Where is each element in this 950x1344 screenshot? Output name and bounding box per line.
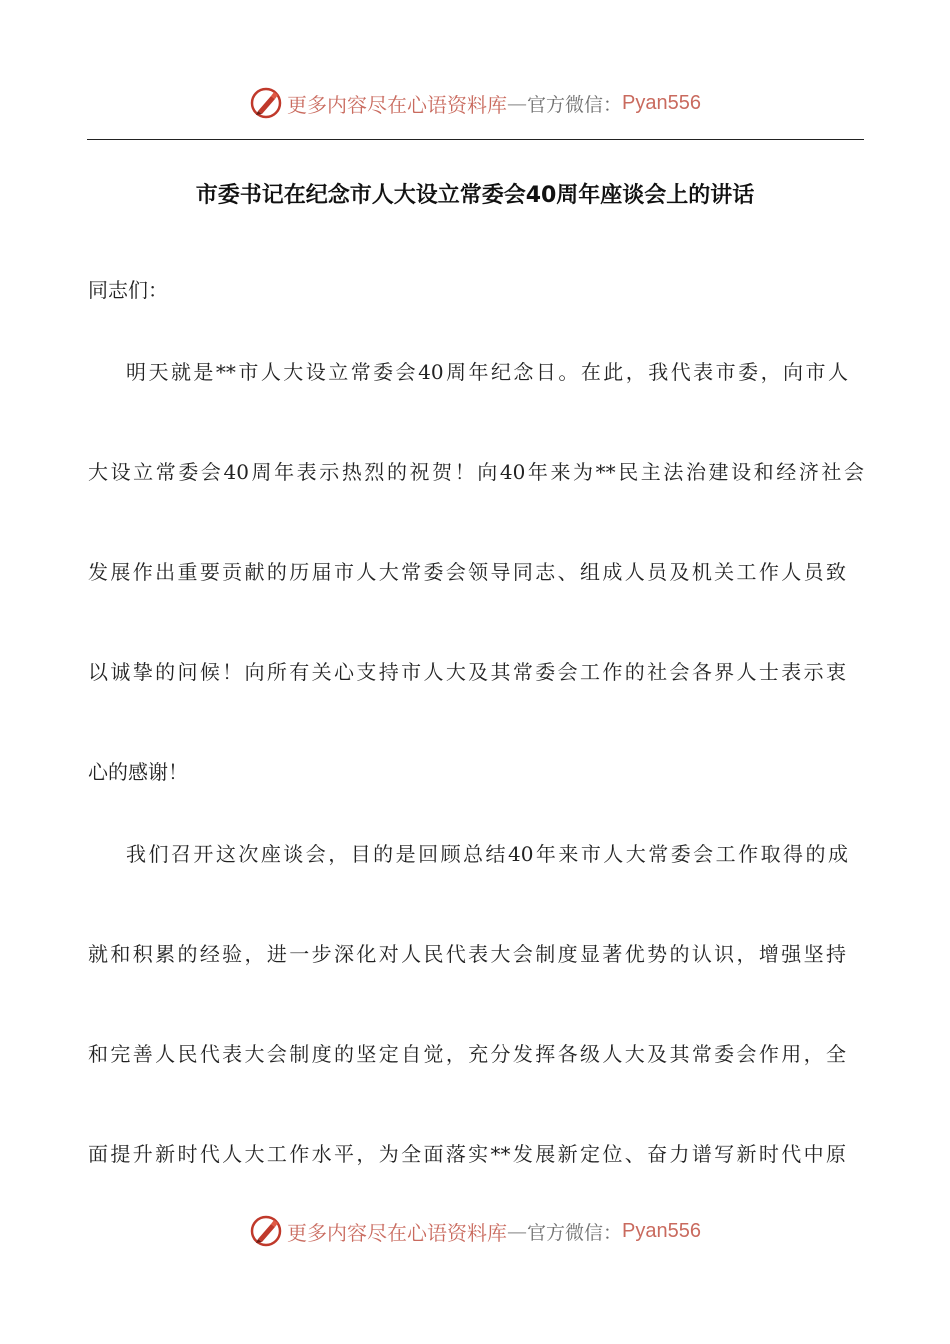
paragraph2-line: 就和积累的经验，进一步深化对人民代表大会制度显著优势的认识，增强坚持: [88, 942, 846, 966]
paragraph1-line: 发展作出重要贡献的历届市人大常委会领导同志、组成人员及机关工作人员致: [88, 560, 846, 584]
paragraph2-line: 和完善人民代表大会制度的坚定自觉，充分发挥各级人大及其常委会作用，全: [88, 1042, 846, 1066]
paragraph1-line: 心的感谢！: [88, 760, 188, 784]
banner-wechat-id: Pyan556: [622, 91, 701, 114]
banner-wechat-id: Pyan556: [622, 1219, 701, 1242]
banner-wechat-label: 官方微信：: [527, 1221, 623, 1244]
pen-nib-icon: [249, 1214, 283, 1248]
banner-text: 更多内容尽在心语资料库: [287, 1220, 507, 1245]
banner-text: 更多内容尽在心语资料库: [287, 92, 507, 117]
banner-separator: —: [507, 91, 527, 115]
pen-nib-icon: [249, 86, 283, 120]
footer-banner: [0, 1211, 950, 1251]
paragraph1-line: 明天就是**市人大设立常委会40周年纪念日。在此，我代表市委，向市人: [126, 360, 848, 384]
banner-wechat-label: 官方微信：: [527, 93, 623, 116]
header-banner: [0, 83, 950, 123]
paragraph1-line: 以诚挚的问候！向所有关心支持市人大及其常委会工作的社会各界人士表示衷: [88, 660, 846, 684]
document-title: 市委书记在纪念市人大设立常委会40周年座谈会上的讲话: [195, 183, 755, 208]
paragraph2-line: 面提升新时代人大工作水平，为全面落实**发展新定位、奋力谱写新时代中原: [88, 1142, 846, 1166]
salutation: 同志们：: [88, 278, 168, 302]
paragraph2-line: 我们召开这次座谈会，目的是回顾总结40年来市人大常委会工作取得的成: [126, 842, 848, 866]
paragraph1-line: 大设立常委会40周年表示热烈的祝贺！向40年来为**民主法治建设和经济社会: [88, 460, 864, 484]
header-rule: [87, 139, 864, 140]
banner-separator: —: [507, 1219, 527, 1243]
